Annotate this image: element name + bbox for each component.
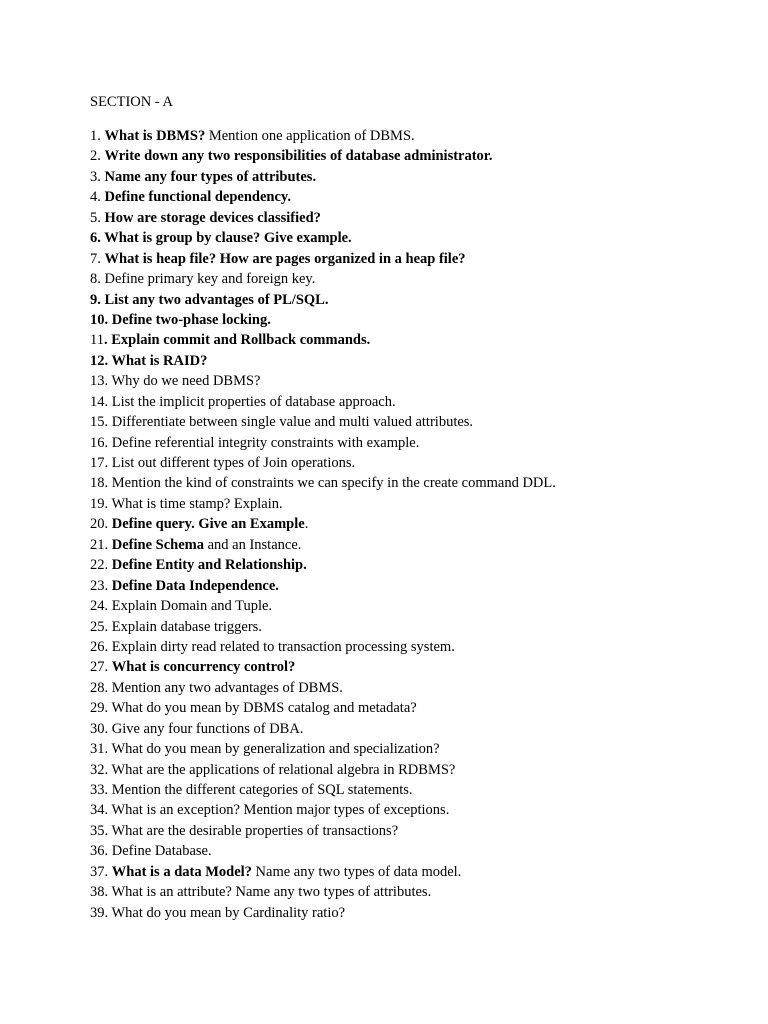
question-item [90,617,750,637]
question-text-bold: 10. Define two-phase locking. [90,311,271,328]
question-item [90,269,750,289]
question-text-bold: How are storage devices classified? [104,209,321,226]
question-text: 13. Why do we need DBMS? [90,373,261,390]
question-text: 3. [90,168,105,185]
question-text: 35. What are the desirable properties of transactions? [90,822,399,839]
question-text: 26. Explain dirty read related to transaction processing system. [90,638,455,655]
question-item [90,208,750,228]
question-text-bold: Define query. Give an Example [111,516,305,533]
question-item [90,882,750,902]
question-text: 16. Define referential integrity constraints with example. [90,434,420,451]
question-text-bold: 6. What is group by clause? Give example. [90,230,352,247]
question-text: 33. Mention the different categories of SQL statements. [90,782,413,798]
question-item [90,167,750,187]
question-text: 4. [90,189,105,206]
question-text-bold: . Explain commit and Rollback commands. [103,332,371,349]
question-text-bold: What is heap file? How are pages organized in a heap file? [104,250,466,267]
question-item [90,719,750,739]
question-text: 25. Explain database triggers. [90,618,262,635]
question-item [90,330,750,350]
question-text-bold: What is concurrency control? [111,659,296,676]
question-text: 14. List the implicit properties of database approach. [90,393,396,410]
question-text-bold: Define Data Independence. [111,577,279,594]
question-item [90,862,750,882]
question-item [90,228,750,248]
question-item [90,800,750,820]
question-text: 19. What is time stamp? Explain. [90,495,283,512]
question-item [90,760,750,780]
question-text: 24. Explain Domain and Tuple. [90,598,273,615]
question-text-bold: 12. What is RAID? [90,352,208,369]
question-item [90,596,750,616]
question-text: 17. List out different types of Join operations. [90,455,356,471]
question-text: Name any two types of data model. [251,863,462,880]
question-text-bold: What is a data Model? [111,863,252,880]
question-item [90,453,750,473]
question-item [90,310,750,330]
question-text-bold: Name any four types of attributes. [104,168,317,185]
question-text: 18. Mention the kind of constraints we can specify in the create command DDL. [90,475,556,492]
question-item [90,821,750,841]
question-item [90,249,750,269]
question-text: 7. [90,250,105,267]
question-text: 36. Define Database. [90,843,212,860]
question-item [90,514,750,534]
question-text-bold: Define Schema [111,536,204,553]
question-text: 28. Mention any two advantages of DBMS. [90,679,343,696]
question-text-bold: Define Entity and Relationship. [111,557,307,574]
question-text: Mention one application of DBMS. [205,128,415,144]
question-item [90,739,750,759]
question-item [90,351,750,371]
question-text: 15. Differentiate between single value and multi valued attributes. [90,414,474,431]
question-item [90,841,750,861]
question-text: 30. Give any four functions of DBA. [90,720,304,737]
question-text: 34. What is an exception? Mention major types of exceptions. [90,802,450,819]
question-text: 20. [90,516,112,533]
question-text: 31. What do you mean by generalization and specialization? [90,741,440,758]
question-item [90,576,750,596]
question-item [90,678,750,698]
question-item [90,903,750,923]
question-list [90,126,750,923]
question-text: 8. Define primary key and foreign key. [90,271,316,288]
question-item [90,433,750,453]
question-text-bold: What is DBMS? [104,128,206,144]
question-text: 32. What are the applications of relational algebra in RDBMS? [90,761,456,778]
document-page [90,92,750,923]
question-text: 38. What is an attribute? Name any two types of attributes. [90,884,432,901]
question-item [90,187,750,207]
question-item [90,494,750,514]
question-text: 1. [90,128,105,144]
question-text: 37. [90,863,112,880]
question-item [90,698,750,718]
question-item [90,126,750,146]
section-title: SECTION - A [90,94,173,110]
question-text: 22. [90,557,112,574]
question-text: . [304,516,309,533]
question-text: 27. [90,659,112,676]
question-item [90,146,750,166]
question-text: 5. [90,209,105,226]
question-item [90,637,750,657]
question-text-bold: Define functional dependency. [104,189,291,206]
question-item [90,371,750,391]
question-text: 2. [90,148,105,165]
question-text: 23. [90,577,112,594]
question-text: 21. [90,536,112,553]
question-text: 39. What do you mean by Cardinality ratio? [90,904,346,921]
question-text: 11 [90,332,104,349]
question-item [90,555,750,575]
question-item [90,412,750,432]
question-item [90,535,750,555]
question-text-bold: Write down any two responsibilities of database administrator. [104,148,493,165]
question-item [90,473,750,493]
question-item [90,392,750,412]
question-text-bold: 9. List any two advantages of PL/SQL. [90,291,329,308]
question-item [90,657,750,677]
question-text: and an Instance. [203,536,302,553]
question-item [90,780,750,800]
question-text: 29. What do you mean by DBMS catalog and metadata? [90,700,417,717]
question-item [90,290,750,310]
